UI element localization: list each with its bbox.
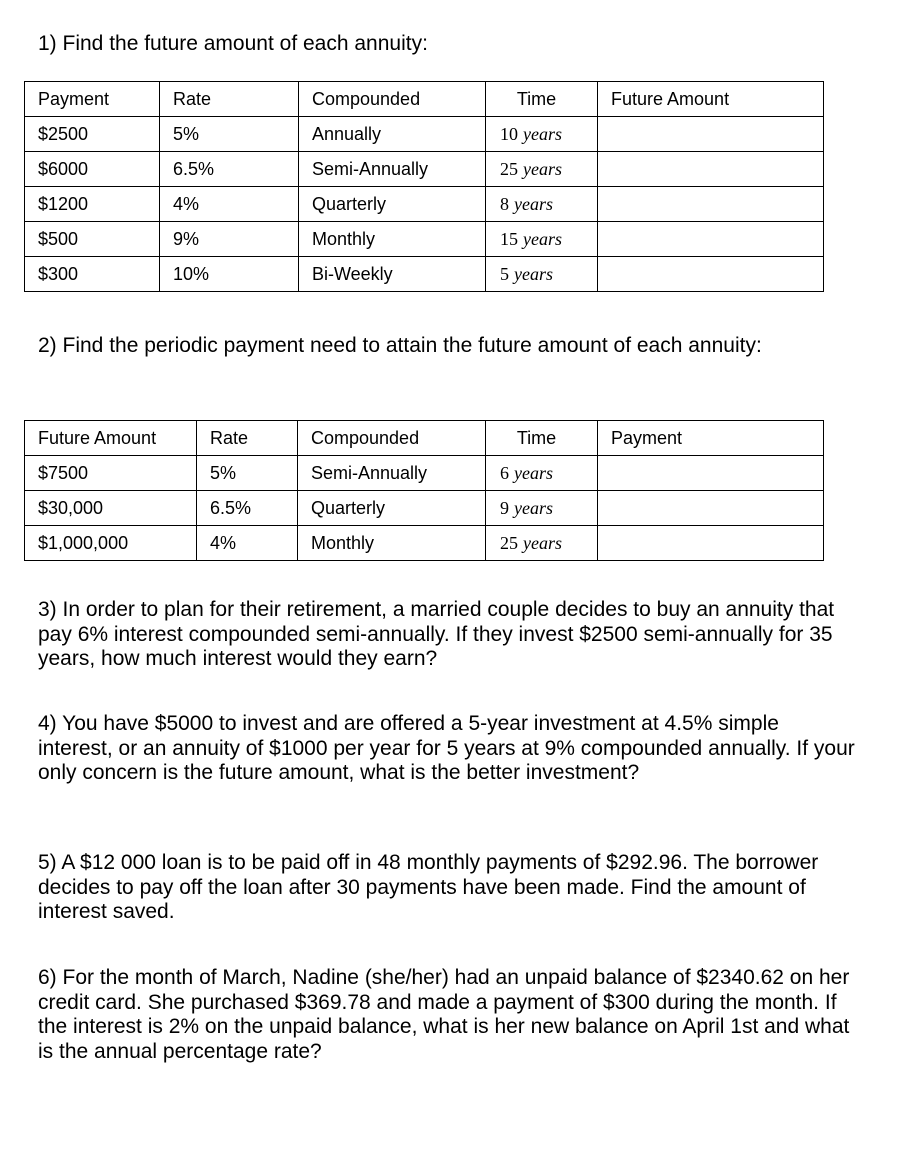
time-unit: years xyxy=(514,463,554,483)
time-unit: years xyxy=(523,124,563,144)
table-row xyxy=(25,491,824,526)
table-row xyxy=(25,187,824,222)
cell-future-amount: $7500 xyxy=(25,456,197,491)
cell-compounded: Semi-Annually xyxy=(298,456,486,491)
cell-time xyxy=(486,152,598,187)
cell-time xyxy=(486,222,598,257)
table-row xyxy=(25,257,824,292)
cell-future-amount xyxy=(598,257,824,292)
header-time: Time xyxy=(486,421,598,456)
time-number: 15 xyxy=(500,229,518,249)
cell-compounded: Bi-Weekly xyxy=(299,257,486,292)
table-header-row xyxy=(25,82,824,117)
header-rate: Rate xyxy=(197,421,298,456)
table-row xyxy=(25,152,824,187)
time-unit: years xyxy=(514,498,554,518)
header-compounded: Compounded xyxy=(298,421,486,456)
cell-rate: 5% xyxy=(160,117,299,152)
cell-payment xyxy=(598,456,824,491)
time-number: 6 xyxy=(500,463,509,483)
table-row xyxy=(25,117,824,152)
cell-rate: 10% xyxy=(160,257,299,292)
cell-rate: 4% xyxy=(160,187,299,222)
time-number: 25 xyxy=(500,159,518,179)
cell-future-amount xyxy=(598,117,824,152)
time-unit: years xyxy=(523,159,563,179)
time-number: 10 xyxy=(500,124,518,144)
cell-payment: $500 xyxy=(25,222,160,257)
q6-text: 6) For the month of March, Nadine (she/her) had an unpaid balance of $2340.62 on her credit card. She purchased $369.78 and made a payment of $300 during the month. If the interest is 2% on the unpaid balance, what is her new balance on April 1st and what is the annual percentage rate? xyxy=(38,966,850,1063)
q2-title: 2) Find the periodic payment need to attain the future amount of each annuity: xyxy=(38,334,762,357)
table-header-row xyxy=(25,421,824,456)
cell-compounded: Quarterly xyxy=(298,491,486,526)
q1-title: 1) Find the future amount of each annuity: xyxy=(38,32,428,55)
time-number: 9 xyxy=(500,498,509,518)
cell-compounded: Quarterly xyxy=(299,187,486,222)
cell-time xyxy=(486,257,598,292)
q5-text: 5) A $12 000 loan is to be paid off in 48 monthly payments of $292.96. The borrower decides to pay off the loan after 30 payments have been made. Find the amount of interest saved. xyxy=(38,851,819,923)
cell-payment: $1200 xyxy=(25,187,160,222)
time-unit: years xyxy=(514,264,554,284)
cell-rate: 6.5% xyxy=(197,491,298,526)
cell-future-amount xyxy=(598,222,824,257)
time-unit: years xyxy=(523,533,563,553)
cell-compounded: Monthly xyxy=(298,526,486,561)
cell-future-amount: $1,000,000 xyxy=(25,526,197,561)
cell-compounded: Monthly xyxy=(299,222,486,257)
table-row xyxy=(25,222,824,257)
time-unit: years xyxy=(523,229,563,249)
cell-time xyxy=(486,456,598,491)
cell-payment: $300 xyxy=(25,257,160,292)
table-row xyxy=(25,456,824,491)
cell-rate: 5% xyxy=(197,456,298,491)
time-number: 25 xyxy=(500,533,518,553)
q3-text: 3) In order to plan for their retirement, a married couple decides to buy an annuity that pay 6% interest compounded semi-annually. If they invest $2500 semi-annually for 35 years, how much interest would they earn? xyxy=(38,598,835,670)
header-future-amount: Future Amount xyxy=(598,82,824,117)
header-payment: Payment xyxy=(25,82,160,117)
header-rate: Rate xyxy=(160,82,299,117)
cell-rate: 4% xyxy=(197,526,298,561)
cell-payment xyxy=(598,491,824,526)
future-amount-table xyxy=(24,81,824,292)
cell-rate: 6.5% xyxy=(160,152,299,187)
cell-time xyxy=(486,526,598,561)
cell-rate: 9% xyxy=(160,222,299,257)
cell-time xyxy=(486,117,598,152)
header-compounded: Compounded xyxy=(299,82,486,117)
cell-compounded: Annually xyxy=(299,117,486,152)
cell-future-amount xyxy=(598,152,824,187)
table-row xyxy=(25,526,824,561)
cell-payment xyxy=(598,526,824,561)
header-time: Time xyxy=(486,82,598,117)
time-number: 5 xyxy=(500,264,509,284)
cell-future-amount: $30,000 xyxy=(25,491,197,526)
q4-text: 4) You have $5000 to invest and are offered a 5-year investment at 4.5% simple interest, or an annuity of $1000 per year for 5 years at 9% compounded annually. If your only concern is the future amount, what is the better investment? xyxy=(38,712,855,784)
cell-future-amount xyxy=(598,187,824,222)
cell-payment: $2500 xyxy=(25,117,160,152)
periodic-payment-table xyxy=(24,420,824,561)
time-number: 8 xyxy=(500,194,509,214)
cell-time xyxy=(486,187,598,222)
header-payment: Payment xyxy=(598,421,824,456)
cell-compounded: Semi-Annually xyxy=(299,152,486,187)
cell-time xyxy=(486,491,598,526)
cell-payment: $6000 xyxy=(25,152,160,187)
header-future-amount: Future Amount xyxy=(25,421,197,456)
time-unit: years xyxy=(514,194,554,214)
